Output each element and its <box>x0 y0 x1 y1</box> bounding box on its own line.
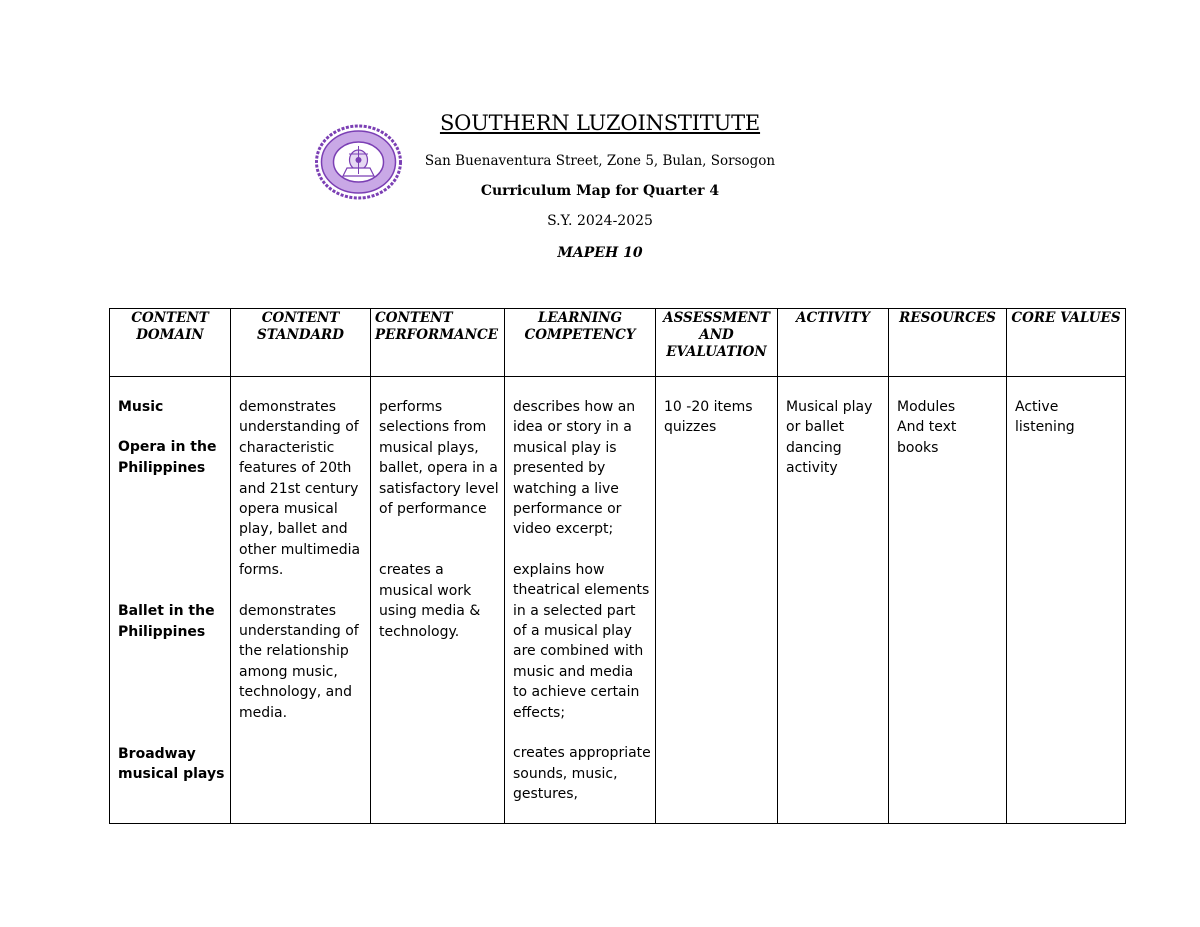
curriculum-map-table <box>109 308 1126 824</box>
subject-title: MAPEH 10 <box>557 245 643 261</box>
cell-assessment <box>656 377 778 824</box>
competency-item: explains how theatrical elements in a selected part of a musical play are combined with music and media to achieve certain effects; <box>513 561 650 721</box>
school-seal-logo <box>315 124 402 200</box>
performance-item: performs selections from musical plays, ballet, opera in a satisfactory level of performance <box>379 399 499 518</box>
domain-opera: Opera in the Philippines <box>118 439 217 476</box>
header-activity: ACTIVITY <box>778 309 889 377</box>
header-content-domain: CONTENT DOMAIN <box>110 309 231 377</box>
domain-ballet: Ballet in the Philippines <box>118 603 215 640</box>
header-content-performance: CONTENT PERFORMANCE <box>371 309 505 377</box>
standard-item: demonstrates understanding of the relationship among music, technology, and media. <box>239 602 359 721</box>
resource-item: And text books <box>897 419 957 456</box>
competency-item: describes how an idea or story in a musical play is presented by watching a live performance or video excerpt; <box>513 399 636 538</box>
cell-content-standard <box>231 377 371 824</box>
cell-learning-competency <box>505 377 656 824</box>
header-content-standard: CONTENT STANDARD <box>231 309 371 377</box>
header-assessment-evaluation: ASSESSMENT AND EVALUATION <box>656 309 778 377</box>
curriculum-map-title: Curriculum Map for Quarter 4 <box>480 183 720 199</box>
domain-music: Music <box>118 399 164 415</box>
header-learning-competency: LEARNING COMPETENCY <box>505 309 656 377</box>
standard-item: demonstrates understanding of characteristic features of 20th and 21st century opera musical play, ballet and other multimedia forms. <box>239 399 361 579</box>
table-header-row <box>110 309 1126 377</box>
school-name: SOUTHERN LUZOINSTITUTE <box>439 111 761 135</box>
resource-item: Modules <box>897 399 956 415</box>
activity-text: Musical play or ballet dancing activity <box>786 399 873 477</box>
cell-content-performance <box>371 377 505 824</box>
table-row <box>110 377 1126 824</box>
cell-activity <box>778 377 889 824</box>
school-year: S.Y. 2024-2025 <box>547 213 653 229</box>
cell-resources <box>889 377 1007 824</box>
school-address: San Buenaventura Street, Zone 5, Bulan, Sorsogon <box>424 153 776 169</box>
assessment-text: 10 -20 items quizzes <box>664 399 753 436</box>
core-values-text: Active listening <box>1015 399 1075 436</box>
cell-content-domain <box>110 377 231 824</box>
cell-core-values <box>1007 377 1126 824</box>
domain-broadway: Broadway musical plays <box>118 746 225 783</box>
performance-item: creates a musical work using media & technology. <box>379 562 481 640</box>
header-core-values: CORE VALUES <box>1007 309 1126 377</box>
header-resources: RESOURCES <box>889 309 1007 377</box>
competency-item: creates appropriate sounds, music, gestures, <box>513 745 651 802</box>
